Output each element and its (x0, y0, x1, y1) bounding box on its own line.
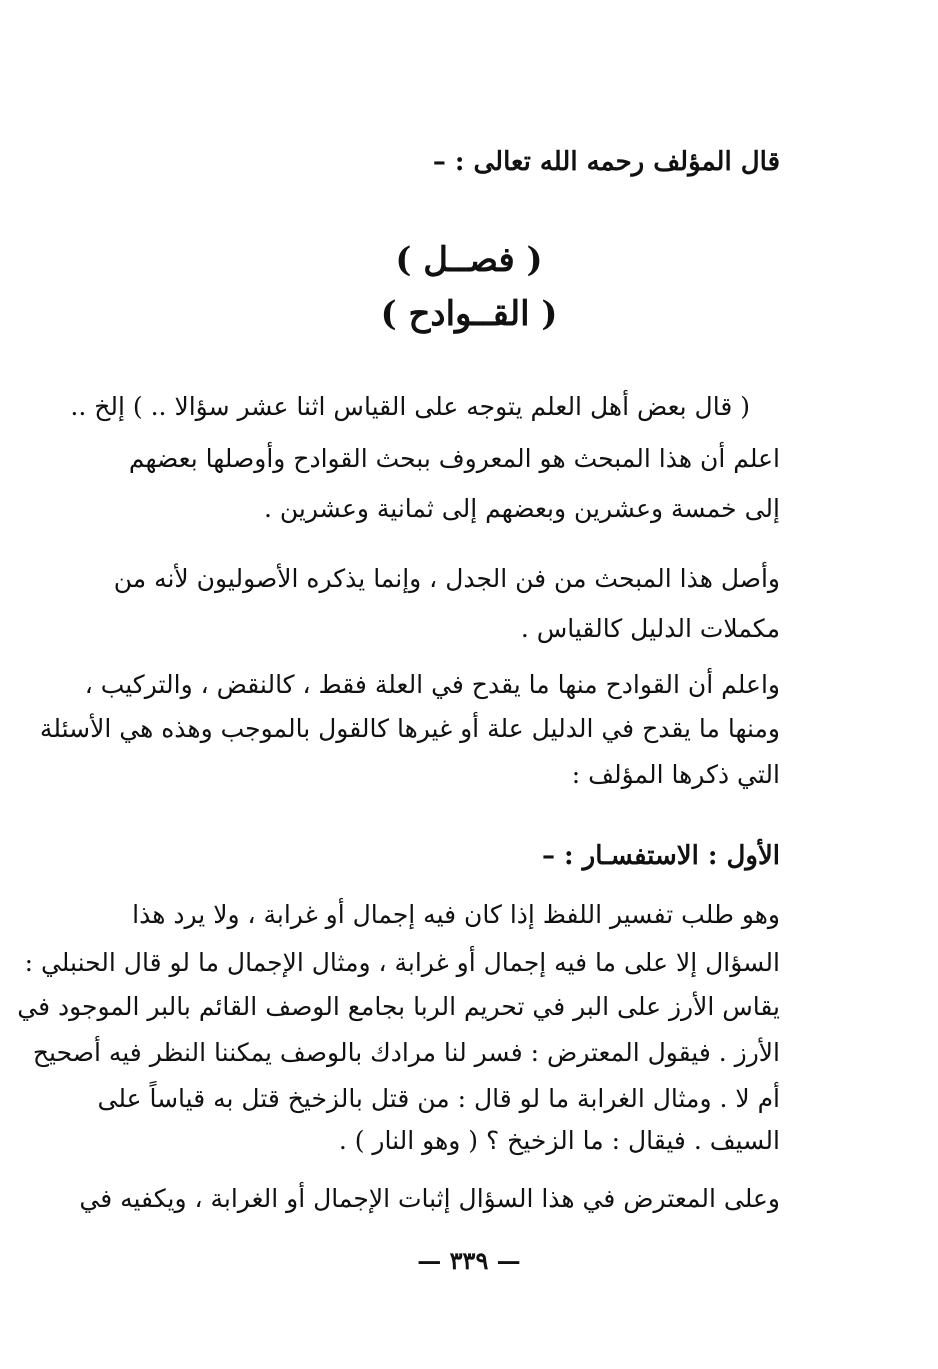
paragraph2-line2: مكملات الدليل كالقياس . (520, 614, 780, 643)
paragraph1-line2: اعلم أن هذا المبحث هو المعروف ببحث القوادح وأوصلها بعضهم (128, 444, 780, 473)
paragraph4-line5: أم لا . ومثال الغرابة ما لو قال : من قتل بالزخيخ قتل به قياساً على (97, 1084, 780, 1113)
section-heading: الأول : الاستفسـار : – (541, 841, 780, 871)
subject-title: ( القــوادح ) (380, 294, 558, 334)
paragraph4-line3: يقاس الأرز على البر في تحريم الربا بجامع الوصف القائم بالبر الموجود في (17, 992, 780, 1021)
chapter-title: ( فصــل ) (395, 240, 543, 280)
page-number: — ٣٣٩ — (417, 1246, 521, 1275)
paragraph1-line3: إلى خمسة وعشرين وبعضهم إلى ثمانية وعشرين . (263, 494, 780, 523)
author-intro-line: قال المؤلف رحمه الله تعالى : – (432, 147, 780, 177)
paragraph3-line3: التي ذكرها المؤلف : (571, 760, 780, 789)
paragraph4-line6: السيف . فيقال : ما الزخيخ ؟ ( وهو النار ) . (338, 1126, 780, 1155)
paragraph1-line1: ( قال بعض أهل العلم يتوجه على القياس اثنا عشر سؤالا .. ) إلخ .. (70, 392, 750, 421)
paragraph5-line1: وعلى المعترض في هذا السؤال إثبات الإجمال أو الغرابة ، ويكفيه في (79, 1184, 780, 1213)
paragraph4-line2: السؤال إلا على ما فيه إجمال أو غرابة ، ومثال الإجمال ما لو قال الحنبلي : (24, 948, 780, 977)
paragraph4-line1: وهو طلب تفسير اللفظ إذا كان فيه إجمال أو غرابة ، ولا يرد هذا (132, 900, 780, 929)
paragraph4-line4: الأرز . فيقول المعترض : فسر لنا مرادك بالوصف يمكننا النظر فيه أصحيح (32, 1038, 780, 1067)
paragraph3-line1: واعلم أن القوادح منها ما يقدح في العلة فقط ، كالنقض ، والتركيب ، (84, 670, 780, 699)
paragraph2-line1: وأصل هذا المبحث من فن الجدل ، وإنما يذكره الأصوليون لأنه من (113, 564, 780, 593)
paragraph3-line2: ومنها ما يقدح في الدليل علة أو غيرها كالقول بالموجب وهذه هي الأسئلة (39, 714, 780, 743)
